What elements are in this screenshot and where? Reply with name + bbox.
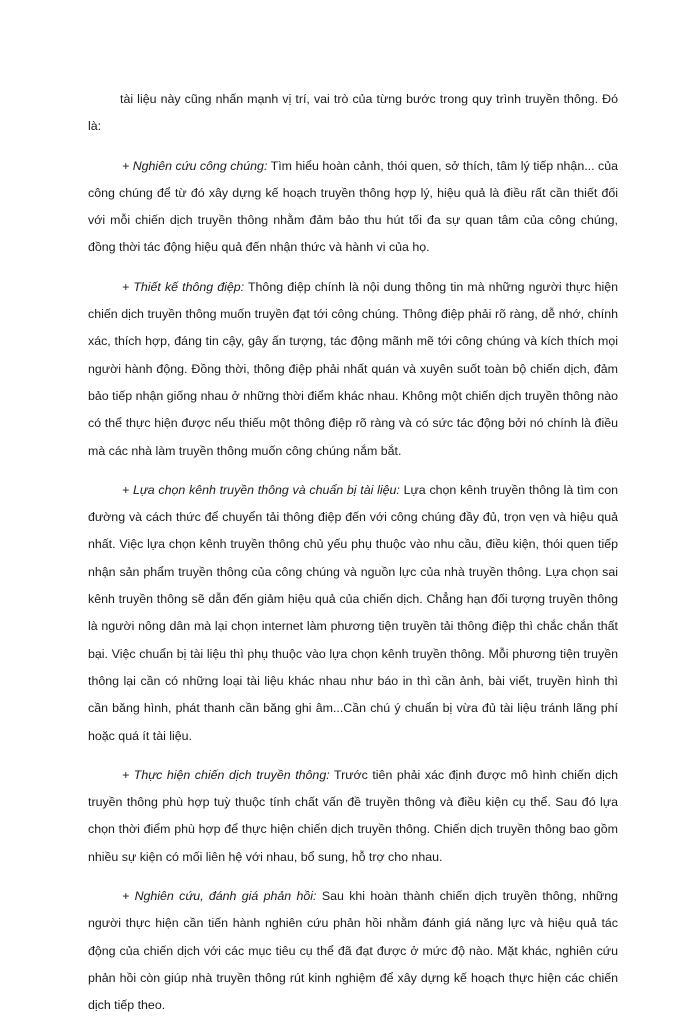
section-research-audience xyxy=(88,153,618,262)
paragraph-gap xyxy=(88,262,618,274)
section-feedback-evaluation xyxy=(88,883,618,1019)
section-message-design xyxy=(88,274,618,465)
paragraph-gap xyxy=(88,871,618,883)
paragraph-gap xyxy=(88,141,618,153)
section-lead: + Nghiên cứu công chúng: xyxy=(122,158,268,173)
section-body: Thông điệp chính là nội dung thông tin mà những người thực hiện chiến dịch truyền thông muốn truyền đạt tới công chúng. Thông điệp phải rõ ràng, dễ nhớ, chính xác, thích hợp, đáng tin cậy, gây ấn tượng, tác động mãnh mẽ tới công chúng và kích thích mọi người hành động. Đồng thời, thông điệp phải nhất quán và xuyên suốt toàn bộ chiến dịch, đảm bảo tiếp nhận giống nhau ở những thời điểm khác nhau. Không một chiến dịch truyền thông nào có thể thực hiện được nếu thiếu một thông điệp rõ ràng và có sức tác động bởi nó chính là điều mà các nhà làm truyền thông muốn công chúng nắm bắt. xyxy=(88,279,619,458)
paragraph-gap xyxy=(88,750,618,762)
section-channel-selection xyxy=(88,477,618,750)
section-lead: + Lựa chọn kênh truyền thông và chuẩn bị tài liệu: xyxy=(122,482,400,497)
paragraph-gap xyxy=(88,465,618,477)
section-body: Lựa chọn kênh truyền thông là tìm con đường và cách thức để chuyển tải thông điệp đến với công chúng đầy đủ, trọn vẹn và hiệu quả nhất. Việc lựa chọn kênh truyền thông chủ yếu phụ thuộc vào nhu cầu, điều kiện, thói quen tiếp nhận sản phẩm truyền thông của công chúng và nguồn lực của nhà truyền thông. Lựa chọn sai kênh truyền thông sẽ dẫn đến giảm hiệu quả của chiến dịch. Chẳng hạn đối tượng truyền thông là người nông dân mà lại chọn internet làm phương tiện truyền tải thông điệp thì chắc chắn thất bại. Việc chuẩn bị tài liệu thì phụ thuộc vào lựa chọn kênh truyền thông. Mỗi phương tiện truyền thông lại cần có những loại tài liệu khác nhau như báo in thì cần ảnh, bài viết, truyền hình thì cần băng hình, phát thanh cần băng ghi âm...Cần chú ý chuẩn bị vừa đủ tài liệu tránh lãng phí hoặc quá ít tài liệu. xyxy=(88,482,618,743)
section-lead: + Nghiên cứu, đánh giá phản hồi: xyxy=(122,889,317,904)
section-body: Trước tiên phải xác định được mô hình chiến dịch truyền thông phù hợp tuỳ thuộc tính chất vấn đề truyền thông và điều kiện cụ thể. Sau đó lựa chọn thời điểm phù hợp để thực hiện chiến dịch truyền thông. Chiến dịch truyền thông bao gồm nhiều sự kiện có mối liên hệ với nhau, bổ sung, hỗ trợ cho nhau. xyxy=(88,767,618,864)
section-campaign-execution xyxy=(88,762,618,871)
intro-text: tài liệu này cũng nhấn mạnh vị trí, vai trò của từng bước trong quy trình truyền thông. Đó là: xyxy=(88,92,618,134)
section-lead: + Thực hiện chiến dịch truyền thông: xyxy=(122,767,330,782)
intro-paragraph xyxy=(88,86,618,141)
section-body: Sau khi hoàn thành chiến dịch truyền thông, những người thực hiện cần tiến hành nghiên cứu phản hồi nhằm đánh giá năng lực và hiệu quả tác động của chiến dịch với các mục tiêu cụ thể đã đạt được ở mức độ nào. Mặt khác, nghiên cứu phản hồi còn giúp nhà truyền thông rút kinh nghiệm để xây dựng kế hoạch thực hiện các chiến dịch tiếp theo. xyxy=(88,889,618,1013)
section-lead: + Thiết kế thông điệp: xyxy=(122,279,245,294)
section-body: Tìm hiểu hoàn cảnh, thói quen, sở thích, tâm lý tiếp nhận... của công chúng để từ đó xây dựng kế hoạch truyền thông hợp lý, hiệu quả là điều rất cần thiết đối với mỗi chiến dịch truyền thông nhằm đảm bảo thu hút tối đa sự quan tâm của công chúng, đồng thời tác động hiệu quả đến nhận thức và hành vi của họ. xyxy=(88,158,618,255)
